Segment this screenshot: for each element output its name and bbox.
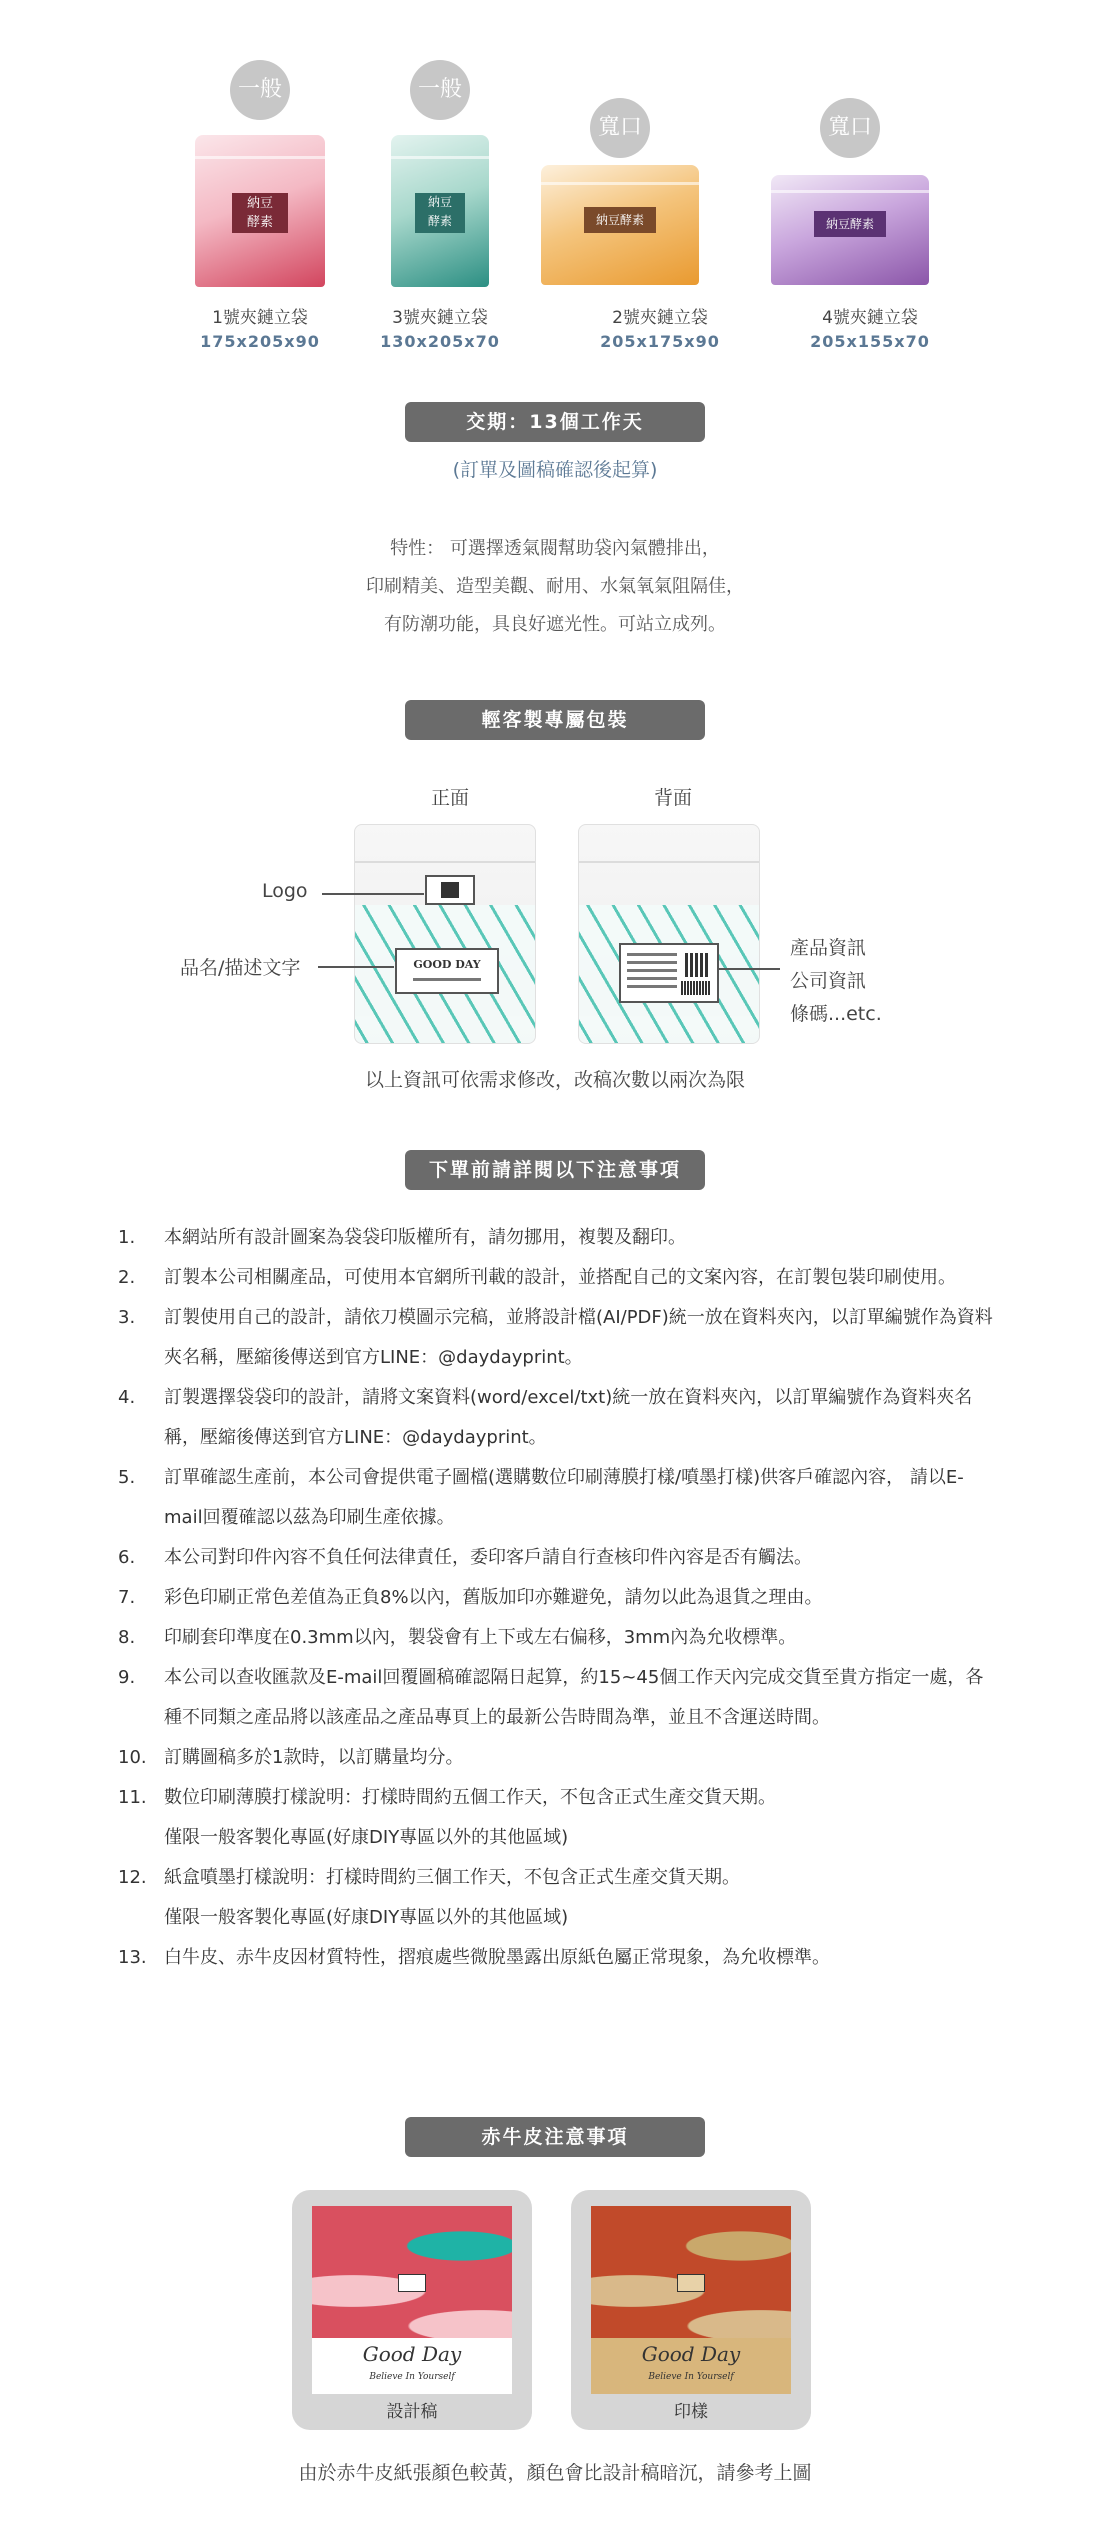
notes-pill: 下單前請詳閱以下注意事項 bbox=[405, 1150, 705, 1190]
list-item: 7. 彩色印刷正常色差值為正負8%以內，舊版加印亦難避免，請勿以此為退貨之理由。 bbox=[118, 1587, 823, 1608]
list-item: 11. 數位印刷薄膜打樣說明：打樣時間約五個工作天，不包含正式生產交貨天期。 僅限一般客製化專區(好康DIY專區以外的其他區域) bbox=[118, 1787, 776, 1848]
print-caption: 印樣 bbox=[674, 2402, 708, 2422]
bag-image bbox=[391, 135, 489, 287]
notes-list bbox=[118, 1218, 998, 1978]
bag-name: 3號夾鏈立袋 bbox=[392, 308, 488, 328]
logo-mark bbox=[441, 882, 459, 898]
barcode-icon bbox=[681, 981, 711, 995]
bag-image bbox=[195, 135, 325, 287]
bag-size: 205x175x90 bbox=[600, 332, 720, 351]
good-day-text: GOOD DAY bbox=[413, 958, 481, 971]
front-bag-image bbox=[354, 824, 536, 1044]
callout-barcode: 條碼...etc. bbox=[790, 1003, 882, 1025]
list-item: 4. 訂製選擇袋袋印的設計，請將文案資料(word/excel/txt)統一放在資料夾內，以訂單編號作為資料夾名稱，壓縮後傳送到官方LINE：@daydayprint。 bbox=[118, 1387, 973, 1448]
bag-image bbox=[541, 165, 699, 285]
print-logo-icon bbox=[677, 2274, 705, 2292]
kraft-footer: 由於赤牛皮紙張顏色較黃，顏色會比設計稿暗沉，請參考上圖 bbox=[298, 2462, 812, 2484]
list-item: 1. 本網站所有設計圖案為袋袋印版權所有，請勿挪用，複製及翻印。 bbox=[118, 1227, 686, 1248]
back-label: 背面 bbox=[653, 787, 692, 809]
list-item: 12. 紙盒噴墨打樣說明：打樣時間約三個工作天，不包含正式生產交貨天期。 僅限一般客製化專區(好康DIY專區以外的其他區域) bbox=[118, 1867, 740, 1928]
callout-product: 產品資訊 bbox=[790, 937, 867, 959]
print-sample-card[interactable] bbox=[571, 2190, 811, 2430]
list-item: 3. 訂製使用自己的設計，請依刀模圖示完稿，並將設計檔(AI/PDF)統一放在資料夾內，以訂單編號作為資料夾名稱，壓縮後傳送到官方LINE：@daydayprint。 bbox=[118, 1307, 993, 1368]
list-item: 8. 印刷套印準度在0.3mm以內，製袋會有上下或左右偏移，3mm內為允收標準。 bbox=[118, 1627, 797, 1648]
info-box bbox=[619, 943, 719, 1003]
bag-image bbox=[771, 175, 929, 285]
qr-code-icon bbox=[685, 953, 709, 977]
print-good-day: Good Day bbox=[641, 2342, 741, 2366]
design-sample-image bbox=[312, 2206, 512, 2394]
features-line-1: 特性： 可選擇透氣閥幫助袋內氣體排出， bbox=[390, 538, 720, 559]
design-logo-icon bbox=[398, 2274, 426, 2292]
bag-size: 205x155x70 bbox=[810, 332, 930, 351]
bag-type-badge: 一般 bbox=[230, 60, 290, 120]
list-item: 9. 本公司以查收匯款及E-mail回覆圖稿確認隔日起算，約15~45個工作天內完成交貨至貴方指定一處，各種不同類之產品將以該產品之產品專頁上的最新公告時間為準，並且不含運送時間。 bbox=[118, 1667, 984, 1728]
design-tagline: Believe In Yourself bbox=[369, 2372, 455, 2382]
kraft-pill: 赤牛皮注意事項 bbox=[405, 2117, 705, 2157]
features-line-3: 有防潮功能，具良好遮光性。可站立成列。 bbox=[384, 614, 726, 635]
bag-label: 納豆酵素 bbox=[814, 211, 886, 237]
bag-type-badge: 一般 bbox=[410, 60, 470, 120]
features-text bbox=[0, 530, 1110, 644]
bag-card-2[interactable] bbox=[340, 40, 540, 360]
custom-note: 以上資訊可依需求修改，改稿次數以兩次為限 bbox=[364, 1069, 745, 1091]
custom-package-pill: 輕客製專屬包裝 bbox=[405, 700, 705, 740]
bag-type-badge: 寬口 bbox=[590, 98, 650, 158]
print-sample-image bbox=[591, 2206, 791, 2394]
bag-card-4[interactable] bbox=[750, 40, 990, 360]
list-item: 13. 白牛皮、赤牛皮因材質特性，摺痕處些微脫墨露出原紙色屬正常現象，為允收標準。 bbox=[118, 1947, 830, 1968]
bag-card-3[interactable] bbox=[540, 40, 780, 360]
list-item: 5. 訂單確認生產前，本公司會提供電子圖檔(選購數位印刷薄膜打樣/噴墨打樣)供客戶確認內容， 請以E-mail回覆確認以茲為印刷生產依據。 bbox=[118, 1467, 964, 1528]
bag-type-badge: 寬口 bbox=[820, 98, 880, 158]
bag-label: 納豆 酵素 bbox=[232, 193, 288, 233]
list-item: 2. 訂製本公司相關產品，可使用本官網所刊載的設計，並搭配自己的文案內容，在訂製包裝印刷使用。 bbox=[118, 1267, 956, 1288]
bag-row bbox=[0, 0, 1110, 370]
bag-name: 1號夾鏈立袋 bbox=[212, 308, 308, 328]
design-caption: 設計稿 bbox=[386, 2402, 438, 2422]
delivery-note: (訂單及圖稿確認後起算) bbox=[452, 459, 658, 481]
delivery-pill: 交期：13個工作天 bbox=[405, 402, 705, 442]
bag-size: 130x205x70 bbox=[380, 332, 500, 351]
bag-name: 4號夾鏈立袋 bbox=[822, 308, 918, 328]
design-good-day: Good Day bbox=[362, 2342, 462, 2366]
logo-box bbox=[425, 875, 475, 905]
design-sample-card[interactable] bbox=[292, 2190, 532, 2430]
bag-label: 納豆 酵素 bbox=[415, 193, 465, 233]
bag-label: 納豆酵素 bbox=[584, 207, 656, 233]
callout-name: 品名/描述文字 bbox=[180, 957, 301, 979]
front-label: 正面 bbox=[430, 787, 469, 809]
callout-company: 公司資訊 bbox=[790, 970, 867, 992]
back-bag-image bbox=[578, 824, 760, 1044]
bag-name: 2號夾鏈立袋 bbox=[612, 308, 708, 328]
list-item: 6. 本公司對印件內容不負任何法律責任，委印客戶請自行查核印件內容是否有觸法。 bbox=[118, 1547, 812, 1568]
print-tagline: Believe In Yourself bbox=[648, 2372, 734, 2382]
bag-size: 175x205x90 bbox=[200, 332, 320, 351]
name-box bbox=[395, 948, 499, 994]
bag-card-1[interactable] bbox=[160, 40, 360, 360]
list-item: 10. 訂購圖稿多於1款時，以訂購量均分。 bbox=[118, 1747, 464, 1768]
features-line-2: 印刷精美、造型美觀、耐用、水氣氧氣阻隔佳， bbox=[366, 576, 744, 597]
callout-logo: Logo bbox=[262, 880, 308, 902]
